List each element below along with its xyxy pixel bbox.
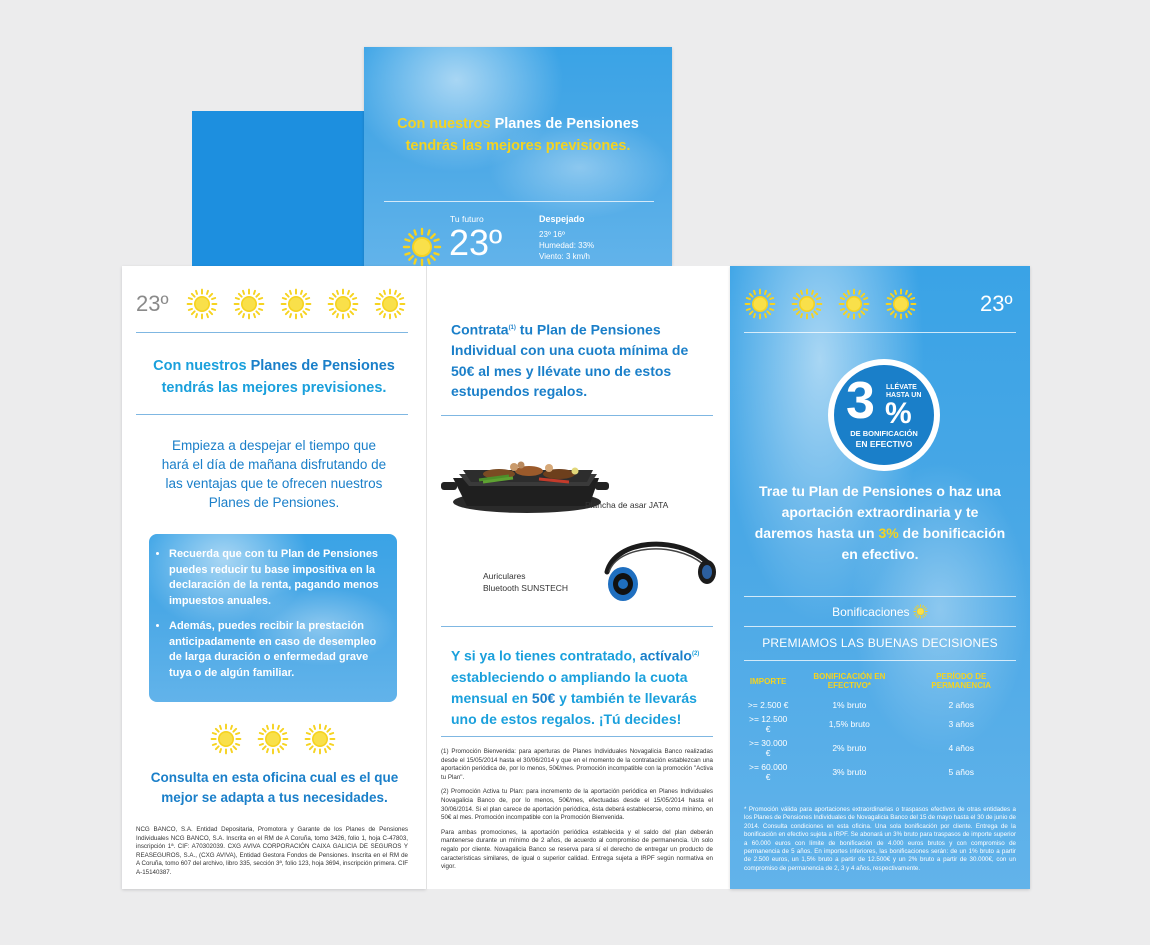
- right-headline: [752, 481, 1008, 565]
- divider: [744, 332, 1016, 333]
- table-cell: 1,5% bruto: [828, 719, 870, 729]
- benefit-item: • Recuerda que con tu Plan de Pensiones puedes reducir tu base impositiva en la declaración de la renta, pagando menos impuestos anuales.: [169, 547, 385, 609]
- headline-body: tu Plan de Pensiones Individual con una cuota mínima de: [451, 321, 689, 359]
- weather-range: 23º 16º: [539, 230, 565, 239]
- badge-bottom-1: DE BONIFICACIÓN: [850, 429, 918, 438]
- headline-line2: tendrás las mejores previsiones.: [161, 380, 387, 396]
- cta-text-a: Y si ya lo tienes contratado,: [451, 647, 640, 664]
- back-cover-panel: [364, 47, 672, 266]
- table-row: [744, 712, 1016, 736]
- weather-wind: Viento: 3 km/h: [539, 252, 590, 261]
- cta-text-b: estableciendo o ampliando la cuota mensual en: [451, 668, 688, 706]
- sun-icon: [257, 723, 289, 755]
- badge-bottom-2: EN EFECTIVO: [855, 439, 913, 449]
- badge-pct: %: [885, 397, 912, 430]
- sun-icon: [186, 288, 218, 320]
- table-cell: 3 años: [948, 719, 974, 729]
- bonus-label-row: [730, 604, 1030, 619]
- sun-icon: [210, 723, 242, 755]
- bonus-badge: [828, 359, 940, 471]
- headphones-image: [595, 532, 725, 612]
- headline-emph: Planes de Pensiones: [494, 116, 639, 132]
- product-2-line1: Auriculares: [483, 571, 526, 581]
- bonus-label: Bonificaciones: [832, 605, 910, 619]
- table-title: PREMIAMOS LAS BUENAS DECISIONES: [762, 636, 998, 650]
- headline-amount: 50€: [451, 362, 475, 379]
- sun-icon: [885, 288, 917, 320]
- table-cell: >= 60.000 €: [748, 762, 788, 782]
- table-cell: >= 12.500 €: [748, 714, 788, 734]
- table-cell: 1% bruto: [832, 700, 867, 710]
- headline-line2: tendrás las mejores previsiones.: [405, 138, 631, 154]
- footnote-ref: (1): [508, 325, 516, 331]
- divider: [744, 596, 1016, 597]
- divider: [136, 332, 408, 333]
- mid-headline: [451, 318, 711, 402]
- weather-humidity: Humedad: 33%: [539, 241, 595, 250]
- sun-icon: [304, 723, 336, 755]
- table-cell: 2% bruto: [832, 743, 867, 753]
- table-cell: 5 años: [948, 767, 974, 777]
- bonus-table: [744, 670, 1016, 784]
- back-cover-headline: [364, 113, 672, 157]
- sun-icon: [838, 288, 870, 320]
- right-footnote: * Promoción válida para aportaciones extraordinarias o traspasos efectivos de otras entidades a los Planes de Pensiones Individuales de Novagalicia Banco del 15 de mayo hasta el 30 de junio de 2014. Consulta condiciones en esta oficina. Una sola bonificación por cliente. Entrega de la bonificación en efectivo sujeta a IRPF. Se abonará un 3% bruto para traspasos de importe superior a 60.000 euros con límite de bonificación de 4.000 euros brutos y con compromiso de permanencia de 5 años. En importes inferiores, las bonificaciones serán: de un 1% bruto a partir de 2.500 euros, un 1,5% bruto a partir de 12.500€ y un 2% bruto a partir de 30.000€, con un compromiso de permanencia de 2, 3 y 4 años, respectivamente.: [744, 806, 1016, 872]
- divider: [441, 415, 713, 416]
- col-header: IMPORTE: [749, 677, 787, 686]
- headline-emph: Planes de Pensiones: [250, 358, 395, 374]
- cta-amount: 50€: [531, 689, 556, 706]
- right-panel: [730, 266, 1030, 889]
- divider: [136, 414, 408, 415]
- divider: [744, 660, 1016, 661]
- sun-icon: [327, 288, 359, 320]
- weather-temp: 23º: [449, 222, 503, 263]
- sun-icon: [233, 288, 265, 320]
- weather-sun-icon: [402, 227, 442, 267]
- sun-icon: [791, 288, 823, 320]
- left-panel: [122, 266, 426, 889]
- note-2: (2) Promoción Activa tu Plan: para incremento de la aportación periódica en Planes Individuales Novagalicia Banco de, por lo menos, 50€/mes, efectuadas desde el 15/05/2014 hasta el 30/06/2014. Si el plan carece de aportación periódica, ésta deberá establecerse, como mínimo, en 50€ al mes. Promoción incompatible con la Promoción Bienvenida.: [441, 788, 713, 822]
- badge-value: [846, 373, 875, 429]
- sun-icon: [913, 604, 928, 619]
- griddle-image: [439, 434, 609, 524]
- mid-cta: [451, 644, 711, 730]
- table-row: [744, 760, 1016, 784]
- product-1-label: Plancha de asar JATA: [585, 500, 669, 510]
- back-flap: [192, 111, 367, 266]
- left-intro: Empieza a despejar el tiempo que hará el día de mañana disfrutando de las ventajas que te ofrecen nuestros Planes de Pensiones.: [161, 438, 387, 510]
- table-cell: 3% bruto: [832, 767, 867, 777]
- left-sun-row-2: [210, 723, 340, 755]
- benefits-box: [149, 534, 397, 702]
- sun-icon: [374, 288, 406, 320]
- note-1: (1) Promoción Bienvenida: para aperturas de Planes Individuales Novagalicia Banco realizadas desde el 15/05/2014 hasta el 30/06/2014 y que en el momento de la contratación establezcan una aportación periódica de, por lo menos, 50€/mes. Promoción incompatible con la promoción "Activa tu Plan".: [441, 748, 713, 781]
- table-cell: 2 años: [948, 700, 974, 710]
- weather-condition: Despejado: [539, 214, 585, 224]
- benefit-item: • Además, puedes recibir la prestación anticipadamente en caso de desempleo de larga duración o enfermedad grave tuya o de algún familiar.: [169, 619, 385, 681]
- right-sun-row: [744, 288, 934, 320]
- table-cell: 4 años: [948, 743, 974, 753]
- divider: [744, 626, 1016, 627]
- table-cell: >= 30.000 €: [748, 738, 788, 758]
- col-header: PERÍODO DE PERMANENCIA: [931, 672, 991, 690]
- footnote-ref: (2): [691, 651, 700, 657]
- divider: [441, 736, 713, 737]
- divider: [384, 201, 654, 202]
- mid-notes: [441, 748, 713, 872]
- table-cell: >= 2.500 €: [747, 700, 789, 710]
- sun-icon: [280, 288, 312, 320]
- left-headline: [122, 355, 426, 399]
- left-legal: NCG BANCO, S.A. Entidad Depositaria, Promotora y Garante de los Planes de Pensiones Individuales NCG BANCO, S.A. Inscrita en el RM de A Coruña, tomo 3426, folio 1, hoja C-47803, inscripción 1ª. CIF: A70302039. CXG AVIVA CORPORACIÓN CAIXA GALICIA DE SEGUROS Y REASEGUROS, S.A., (CXG AVIVA), Entidad Gestora Fondos de Pensiones. Inscrita en el RM de A Coruña, tomo 607 del archivo, libro 335, sección 3ª, folio 123, hoja 3694, inscripción primera. CIF A-15140387.: [136, 826, 408, 876]
- table-row: [744, 692, 1016, 712]
- note-3: Para ambas promociones, la aportación periódica establecida y el saldo del plan deberán mantenerse durante un mínimo de 2 años, de acuerdo al compromiso de permanencia. Un solo regalo por cliente. Novagalicia Banco se reserva para sí el derecho de entregar un producto de características similares, de igual o superior calidad. Entrega sujeta a IRPF según normativa en vigor.: [441, 828, 713, 871]
- weather-label: Tu futuro: [450, 214, 484, 224]
- headline-body: Trae tu Plan de Pensiones o haz una aportación extraordinaria y te daremos hasta un: [754, 483, 1001, 541]
- left-sun-row: [186, 288, 416, 320]
- table-row: [744, 736, 1016, 760]
- headline-end: al mes y llévate uno de estos estupendos regalos.: [451, 362, 672, 400]
- headline-prefix: Con nuestros: [153, 358, 247, 374]
- badge-number: 3: [846, 372, 875, 430]
- left-temp: 23º: [136, 291, 169, 316]
- headline-end: de bonificación en efectivo.: [841, 525, 1006, 562]
- headline-contrata: Contrata: [451, 321, 509, 338]
- headline-pct: 3%: [878, 525, 899, 541]
- headline-prefix: Con nuestros: [397, 116, 491, 132]
- middle-panel: [426, 266, 731, 889]
- product-2-line2: Bluetooth SUNSTECH: [483, 583, 569, 593]
- cta-emph: actívalo: [639, 647, 692, 664]
- badge-top: LLÉVATE HASTA UN: [886, 384, 922, 399]
- right-temp: 23º: [980, 291, 1013, 316]
- product-2-label: [483, 570, 568, 594]
- col-header: BONIFICACIÓN EN EFECTIVO*: [813, 672, 886, 690]
- left-cta: Consulta en esta oficina cual es el que mejor se adapta a tus necesidades.: [150, 770, 399, 805]
- cta-text-c: y también te llevarás uno de estos regalos. ¡Tú decides!: [451, 689, 697, 727]
- sun-icon: [744, 288, 776, 320]
- divider: [441, 626, 713, 627]
